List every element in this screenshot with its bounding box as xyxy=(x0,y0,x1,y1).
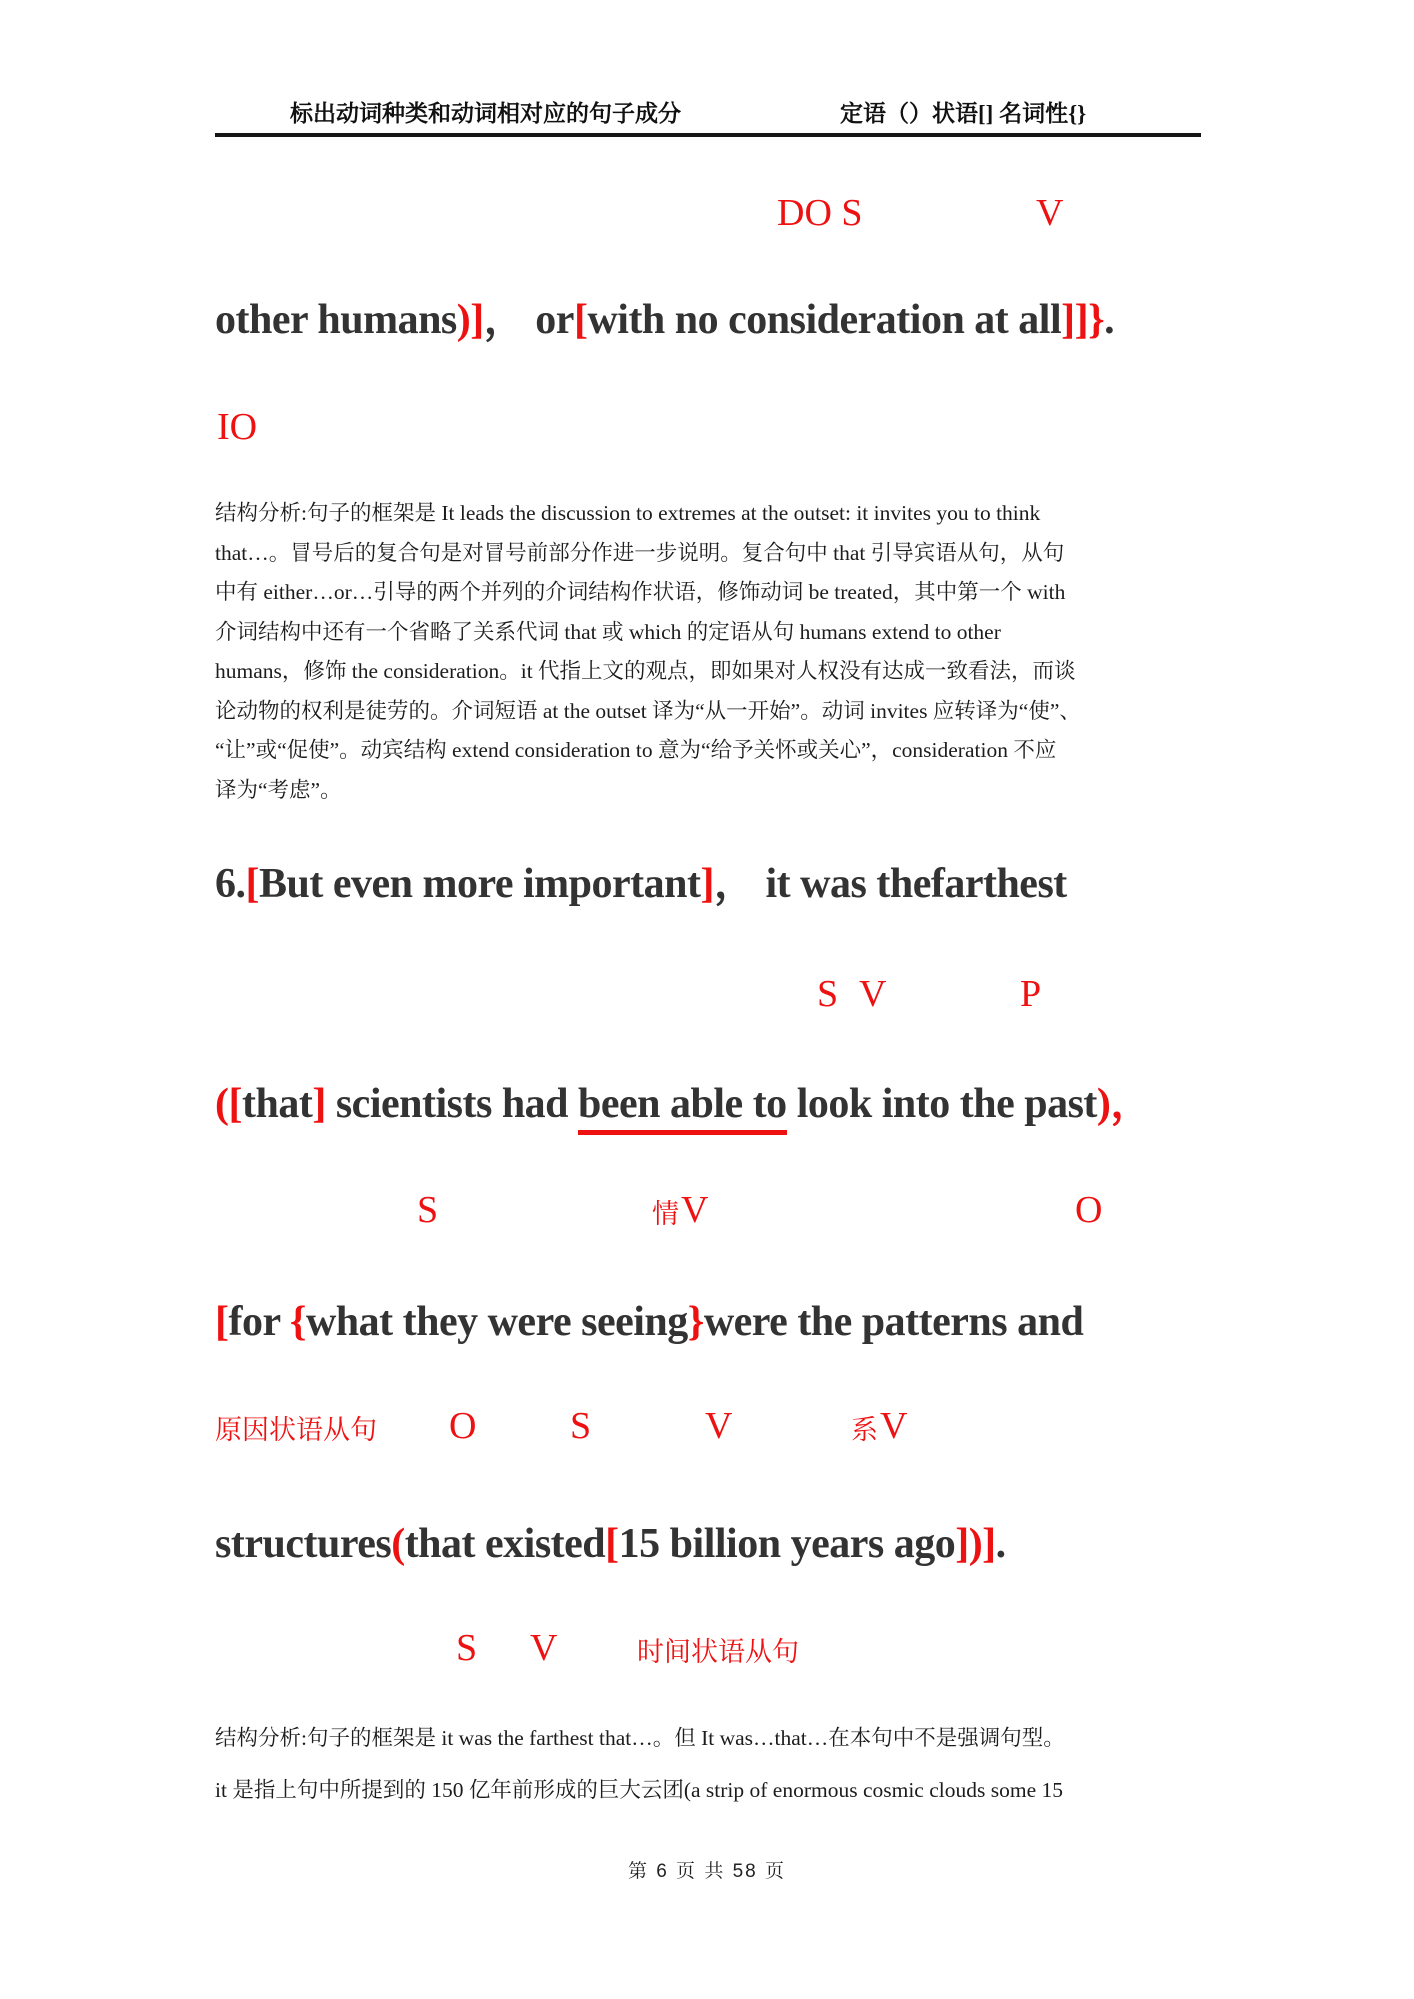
sentence-3-text: what they were seeing xyxy=(305,1299,688,1345)
marker-v: V xyxy=(705,1405,733,1447)
sentence-4-text: 15 billion years ago xyxy=(618,1521,956,1567)
analysis-line: that…。冒号后的复合句是对冒号前部分作进一步说明。复合句中 that 引导宾语从句，从句 xyxy=(215,540,1065,565)
bracket: ] xyxy=(700,861,714,907)
analysis-line: 译为“考虑”。 xyxy=(215,777,342,802)
item-number: 6. xyxy=(215,861,246,907)
comma: ， xyxy=(714,861,756,907)
sentence-6-heading xyxy=(215,860,1067,908)
analysis-line: 结构分析:句子的框架是 it was the farthest that…。但 It was…that…在本句中不是强调句型。 xyxy=(215,1726,1065,1750)
bracket: )] xyxy=(456,297,484,343)
analysis-paragraph-2 xyxy=(215,1712,1215,1816)
marker-row-io xyxy=(0,407,1414,459)
analysis-line: 论动物的权利是徒劳的。介词短语 at the outset 译为“从一开始”。动词 invites 应转译为“使”、 xyxy=(215,698,1081,723)
sentence-2 xyxy=(215,1080,1152,1128)
marker-s: S xyxy=(570,1405,592,1447)
analysis-paragraph-1 xyxy=(215,494,1215,810)
comma: ， xyxy=(483,297,526,343)
sentence-3 xyxy=(215,1298,1083,1346)
period: . xyxy=(995,1521,1006,1567)
heading-text: But even more important xyxy=(259,861,701,907)
header-rule xyxy=(215,133,1201,137)
bracket: [ xyxy=(245,861,259,907)
marker-p: P xyxy=(1020,973,1042,1015)
marker-io: IO xyxy=(217,406,258,448)
bracket: } xyxy=(687,1299,704,1345)
bracket: ([ xyxy=(215,1081,242,1127)
marker-s: S xyxy=(417,1189,439,1231)
analysis-line: 结构分析:句子的框架是 It leads the discussion to extremes at the outset: it invites you to think xyxy=(215,501,1041,525)
sentence-2-text: look into the past xyxy=(786,1081,1097,1127)
sentence-4-text: that existed xyxy=(404,1521,606,1567)
marker-row-1 xyxy=(0,193,1414,245)
marker-xi: 系 xyxy=(851,1415,878,1445)
marker-v: V xyxy=(880,1405,908,1447)
underlined-phrase: been able to xyxy=(578,1081,787,1135)
sentence-4 xyxy=(215,1520,1006,1568)
sentence-3-text: for xyxy=(228,1299,290,1345)
bracket: [ xyxy=(215,1299,229,1345)
marker-qing: 情 xyxy=(652,1199,679,1229)
sentence-2-text: that xyxy=(241,1081,313,1127)
sentence-2-text: scientists had xyxy=(325,1081,579,1127)
sentence-1-text: other humans xyxy=(215,297,457,343)
page-number: 第 6 页 共 58 页 xyxy=(627,1861,787,1882)
marker-row-4 xyxy=(0,1406,1414,1458)
marker-reason-clause: 原因状语从句 xyxy=(215,1415,377,1445)
marker-v: V xyxy=(859,973,887,1015)
marker-v: V xyxy=(1036,192,1064,234)
marker-o: O xyxy=(1075,1189,1103,1231)
marker-row-5 xyxy=(0,1628,1414,1680)
analysis-line: it 是指上句中所提到的 150 亿年前形成的巨大云团(a strip of enormous cosmic clouds some 15 xyxy=(215,1778,1063,1802)
bracket: ]]} xyxy=(1061,297,1105,343)
sentence-3-text: were the patterns and xyxy=(703,1299,1084,1345)
period: . xyxy=(1104,297,1115,343)
bracket: [ xyxy=(573,297,588,343)
analysis-line: 中有 either…or…引导的两个并列的介词结构作状语，修饰动词 be treated，其中第一个 with xyxy=(215,580,1066,604)
marker-time-clause: 时间状语从句 xyxy=(637,1637,799,1667)
bracket: { xyxy=(289,1299,306,1345)
sentence-1 xyxy=(215,296,1114,344)
header-marker-legend: 定语（）状语[] 名词性{} xyxy=(840,101,1087,126)
marker-v: V xyxy=(530,1627,558,1669)
analysis-line: 介词结构中还有一个省略了关系代词 that 或 which 的定语从句 humans extend to other xyxy=(215,619,1001,644)
bracket: )， xyxy=(1096,1081,1152,1127)
bracket: ] xyxy=(312,1081,326,1127)
bracket: ( xyxy=(391,1521,405,1567)
marker-s: S xyxy=(817,973,839,1015)
sentence-4-text: structures xyxy=(215,1521,392,1567)
bracket: ])] xyxy=(955,1521,996,1567)
marker-row-3 xyxy=(0,1190,1414,1242)
header-title: 标出动词种类和动词相对应的句子成分 xyxy=(290,101,681,126)
analysis-line: humans，修饰 the consideration。it 代指上文的观点，即如果对人权没有达成一致看法，而谈 xyxy=(215,659,1076,683)
marker-s: S xyxy=(456,1627,478,1669)
marker-row-2 xyxy=(0,974,1414,1026)
marker-o: O xyxy=(449,1405,477,1447)
heading-text: it was thefarthest xyxy=(755,861,1067,907)
marker-do-s: DO S xyxy=(777,192,863,234)
marker-v: V xyxy=(681,1189,709,1231)
sentence-1-text: with no consideration at all xyxy=(587,297,1062,343)
bracket: [ xyxy=(605,1521,619,1567)
analysis-line: “让”或“促使”。动宾结构 extend consideration to 意为“给予关怀或关心”，consideration 不应 xyxy=(215,738,1057,762)
sentence-1-text: or xyxy=(525,297,574,343)
